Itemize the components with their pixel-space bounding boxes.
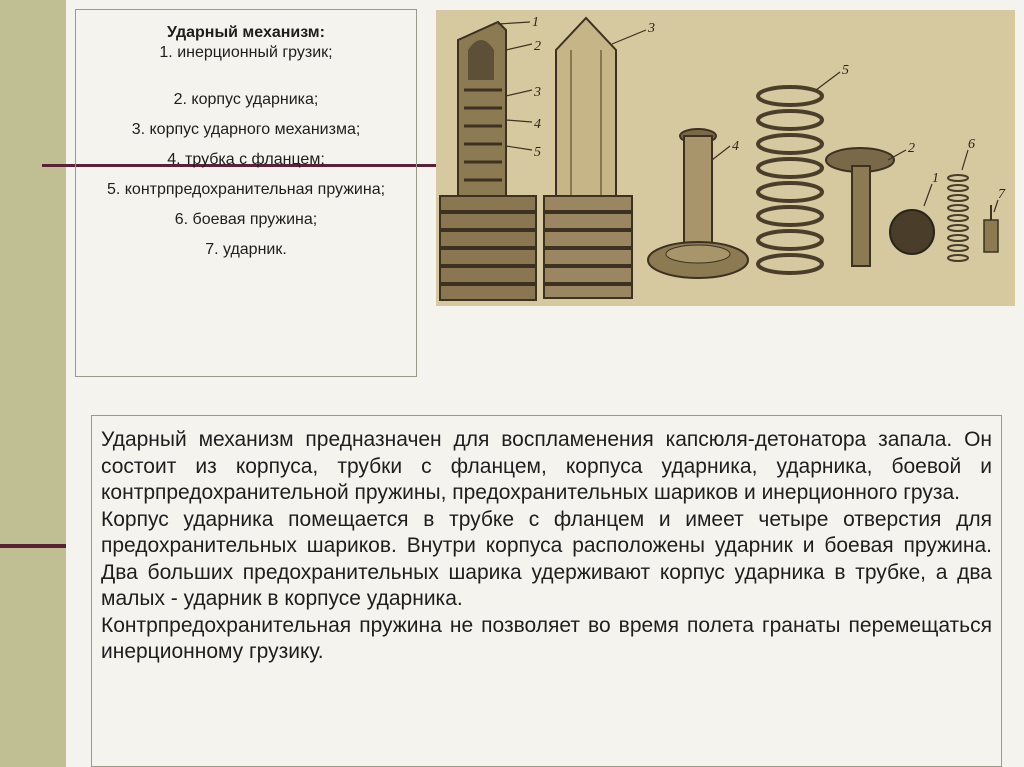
legend-item: 5. контрпредохранительная пружина; (106, 181, 386, 198)
callout-label: 5 (534, 145, 541, 160)
left-decor-band (0, 0, 66, 767)
callout-label: 4 (534, 117, 541, 132)
inertia-ball (890, 210, 934, 254)
callout-label: 1 (932, 171, 939, 186)
callout-label: 5 (842, 63, 849, 78)
legend-item: 6. боевая пружина; (174, 211, 318, 228)
callout-label: 2 (908, 141, 915, 156)
legend-item: 2. корпус ударника; (173, 91, 319, 108)
description-paragraph: Контрпредохранительная пружина не позволяет во время полета гранаты перемещаться инерционному грузику. (101, 613, 992, 663)
legend-item: 7. ударник. (205, 241, 287, 258)
callout-label: 6 (968, 137, 975, 152)
callout-label: 2 (534, 39, 541, 54)
legend-item: 3. корпус ударного механизма; (131, 121, 361, 138)
callout-label: 7 (998, 187, 1005, 202)
legend-list (76, 43, 416, 260)
callout-label: 1 (532, 15, 539, 30)
legend-item: 4. трубка с фланцем; (167, 151, 325, 168)
legend-item: 1. инерционный грузик; (159, 44, 333, 61)
left-divider-rule (0, 544, 66, 548)
description-paragraph: Ударный механизм предназначен для воспламенения капсюля-детонатора запала. Он состоит из корпуса, трубки с фланцем, корпуса ударника, ударника, боевой и контрпредохранительной пружины, предохранительных шариков и инерционного груза. (101, 428, 992, 504)
mechanism-photo (436, 10, 1015, 306)
description-box (91, 415, 1002, 767)
legend-title: Ударный механизм: (167, 24, 325, 41)
callout-label: 4 (732, 139, 739, 154)
legend-box (75, 9, 417, 377)
mechanism-illustration (436, 10, 1015, 306)
callout-label: 3 (534, 85, 541, 100)
description-paragraph: Корпус ударника помещается в трубке с фланцем и имеет четыре отверстия для предохранительных шариков. Внутри корпуса расположены ударник и боевая пружина. Два больших предохранительных шарика удерживают корпус ударника в трубке, а два малых - ударник в корпусе ударника. (101, 507, 992, 610)
callout-label: 3 (648, 21, 655, 36)
